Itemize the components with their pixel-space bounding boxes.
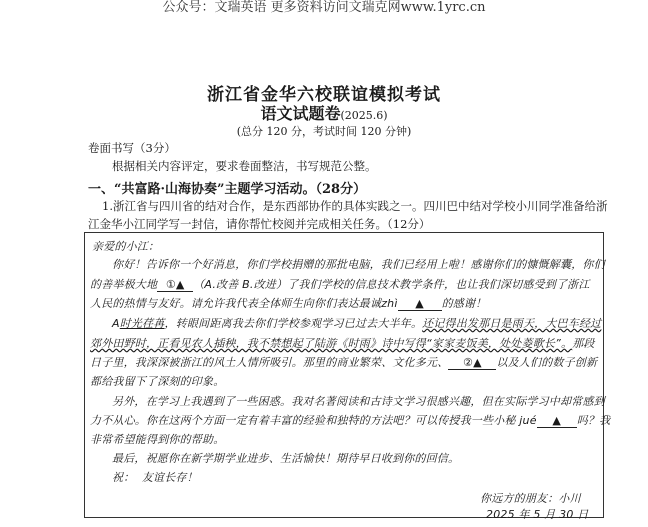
question1-line2: 江金华小江同学写一封信，请你帮忙校阅并完成相关任务。（12分） [88,217,431,231]
exam-year: (2025.6) [340,109,388,122]
letter-p1-line3-a: 人民的热情与友好。请允许我代表全体师生向你们表达最诚zhì [90,297,398,310]
letter-p2-line3-b: 以及人们的数子创新 [496,356,598,369]
letter-p1-line2 [90,276,590,292]
letter-p2-line3-a: 日子里，我深深被浙江的风土人情所吸引。那里的商业繁荣、文化多元、 [90,356,449,369]
letter-closing-b: 友谊长存！ [141,471,198,484]
letter-p2-a-label: A [112,317,120,330]
exam-title: 浙江省金华六校联谊模拟考试 [207,85,441,105]
letter-p1-line2-b: （A.改善 B.改进）了我们学校的信息技术教学条件，也让我们深切感受到了浙江 [193,278,590,291]
letter-p3-line2-a: 力不从心。你在这两个方面一定有着丰富的经验和独特的方法吧？可以传授我一些小秘 jué [90,414,537,427]
letter-p2-line3 [90,354,597,370]
blank-2[interactable]: ②▲ [448,356,496,370]
letter-p3-line3: 非常希望能得到你的帮助。 [90,433,225,446]
letter-p1-line2-a: 的善举极大地 [90,278,158,291]
underlined-phrase: 时光荏苒 [119,317,165,330]
section1-heading: 一、“共富路·山海协奏”主题学习活动。（28分） [88,182,367,197]
paper-title [0,101,648,124]
letter-p2-line2 [90,335,595,351]
letter-p3-line2-b: 吗？我 [576,414,611,427]
letter-p2-line1-b: ，转眼间距离我去你们学校参观学习已过去大半年。 [164,317,423,330]
letter-date: 2025 年 5 月 30 日 [486,508,589,521]
letter-p3-line2 [90,412,610,428]
question1-line1: 1.浙江省与四川省的结对合作，是东西部协作的具体实践之一。四川巴中结对学校小川同学准备给浙 [102,199,608,213]
blank-zhi[interactable]: ▲ [398,297,442,311]
letter-p1-line1: 你好！告诉你一个好消息，你们学校捐赠的那批电脑，我们已经用上啦！感谢你们的慷慨解囊，你们 [112,258,605,271]
blank-jue[interactable]: ▲ [537,414,577,428]
letter-p1-line3 [90,295,486,311]
letter-salutation: 亲爱的小江： [92,240,160,253]
letter-closing [112,469,198,485]
letter-signature: 你远方的朋友：小川 [480,492,581,505]
top-banner: 公众号：文瑞英语 更多资料访问文瑞克网www.1yrc.cn [162,0,486,15]
letter-p4: 最后，祝愿你在新学期学业进步、生活愉快！期待早日收到你的回信。 [112,452,460,465]
writing-score-label: 卷面书写（3分） [88,141,176,155]
letter-closing-a: 祝： [112,471,135,484]
blank-1[interactable]: ①▲ [157,278,193,292]
wavy-sentence-part2: 郊外田野时，正看见农人插秧，我不禁想起了陆游《时雨》诗中写得“家家麦饭美，处处菱歌长”。 [90,337,573,350]
exam-subtitle: (总分 120 分，考试时间 120 分钟) [236,125,412,138]
paper-title-text: 语文试题卷 [260,104,341,123]
wavy-sentence-part1: 还记得出发那日是雨天，大巴车经过 [422,317,602,330]
letter-p1-line3-b: 的感谢！ [441,297,487,310]
letter-p2-line2-tail: 那段 [572,337,595,350]
letter-p2-line4: 都给我留下了深刻的印象。 [90,375,225,388]
writing-score-desc: 根据相关内容评定，要求卷面整洁，书写规范公整。 [112,159,377,173]
letter-p3-line1: 另外，在学习上我遇到了一些困惑。我对名著阅读和古诗文学习很感兴趣，但在实际学习中却常感到 [112,395,605,408]
letter-p2-line1 [112,315,601,331]
